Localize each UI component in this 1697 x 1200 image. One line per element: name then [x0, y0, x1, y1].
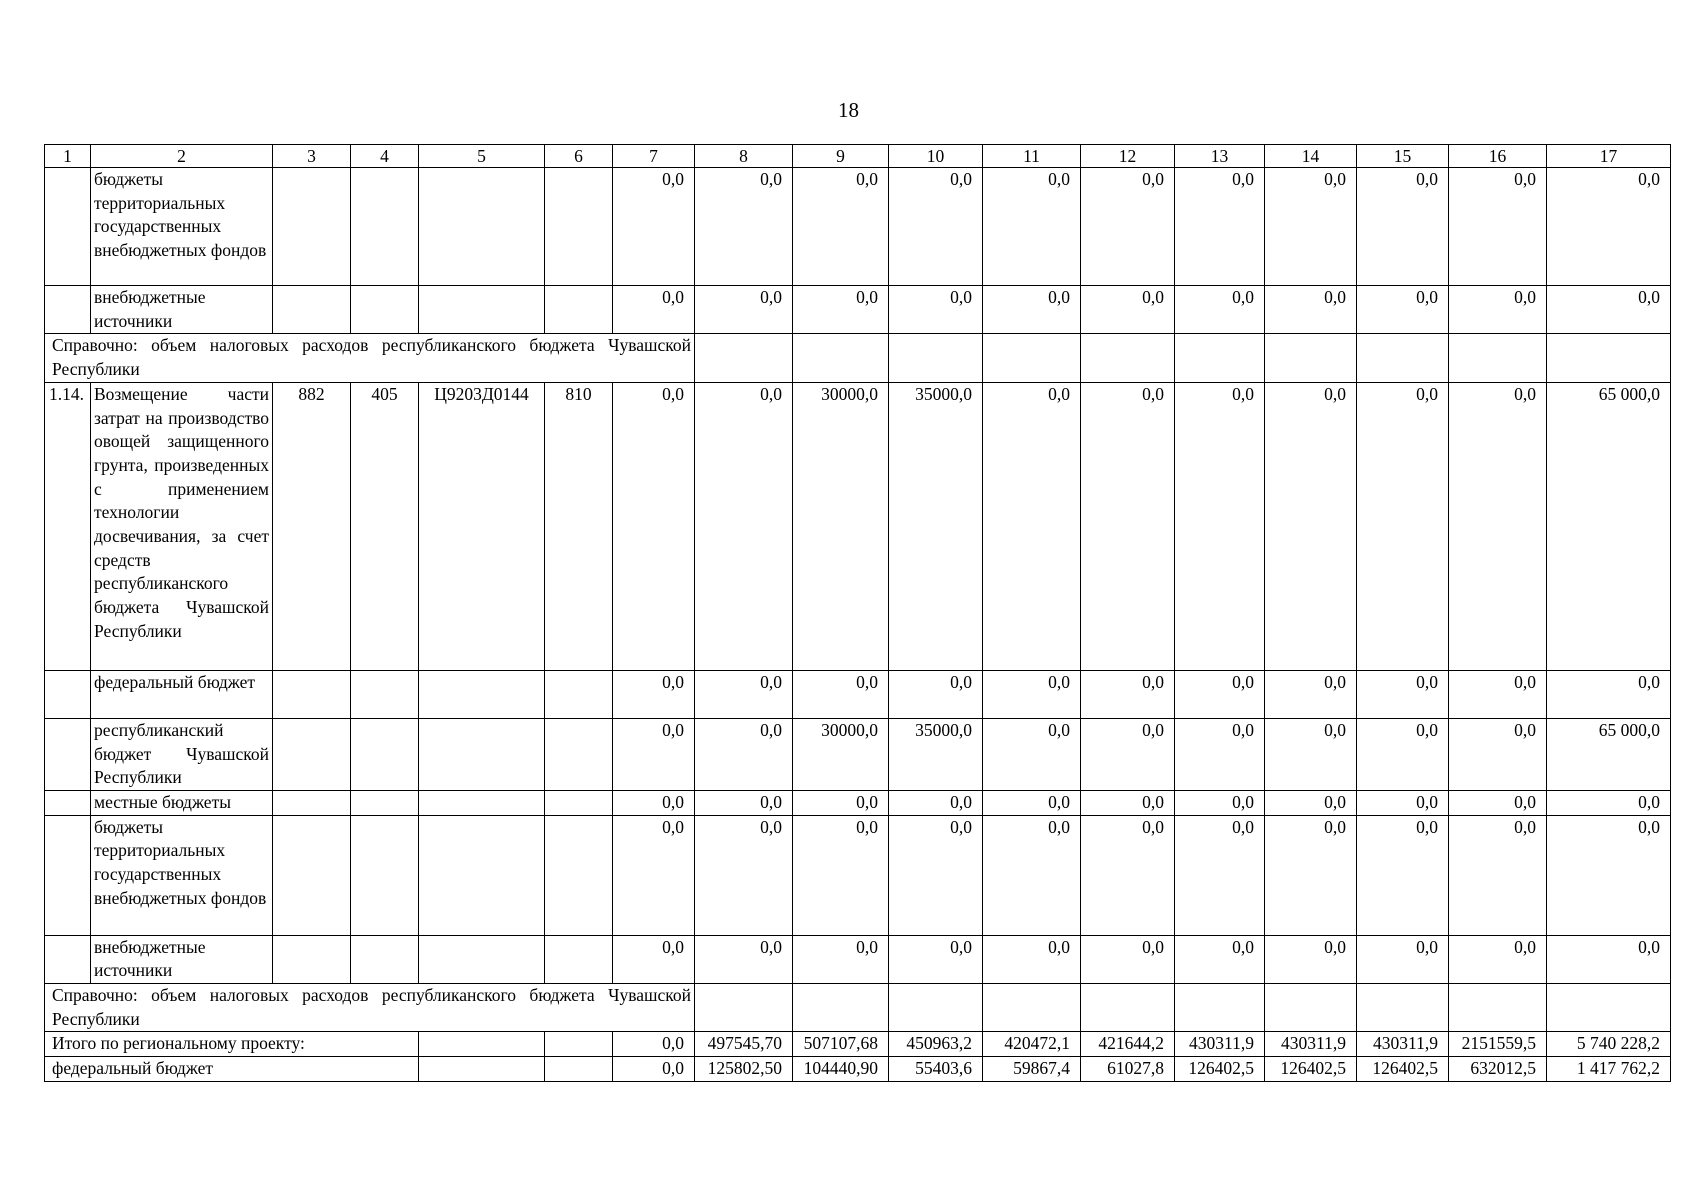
- item-row: [45, 382, 1671, 670]
- value-cell: 0,0: [1547, 815, 1671, 935]
- value-cell: 0,0: [695, 382, 793, 670]
- value-cell: 0,0: [613, 718, 695, 790]
- value-cell: 0,0: [1357, 815, 1449, 935]
- table-row: [45, 815, 1671, 935]
- value-cell: 30000,0: [793, 382, 889, 670]
- value-cell: 61027,8: [1081, 1057, 1175, 1082]
- value-cell: 125802,50: [695, 1057, 793, 1082]
- value-cell: 0,0: [1357, 382, 1449, 670]
- value-cell: 0,0: [1449, 168, 1547, 286]
- value-cell: 65 000,0: [1547, 718, 1671, 790]
- table-row: [45, 718, 1671, 790]
- value-cell: 0,0: [983, 382, 1081, 670]
- item-name: Возмещение части затрат на производство овощей защищенного грунта, произведенных с применением технологии досвечивания, за счет средств республиканского бюджета Чувашской Республики: [91, 382, 273, 670]
- value-cell: 0,0: [1449, 286, 1547, 334]
- value-cell: 0,0: [613, 286, 695, 334]
- value-cell: 35000,0: [889, 718, 983, 790]
- value-cell: 0,0: [1175, 168, 1265, 286]
- value-cell: 126402,5: [1357, 1057, 1449, 1082]
- value-cell: 59867,4: [983, 1057, 1081, 1082]
- table-row: [45, 670, 1671, 718]
- value-cell: 421644,2: [1081, 1032, 1175, 1057]
- value-cell: 1 417 762,2: [1547, 1057, 1671, 1082]
- value-cell: 0,0: [1265, 718, 1357, 790]
- value-cell: 0,0: [613, 1057, 695, 1082]
- value-cell: 0,0: [1449, 815, 1547, 935]
- value-cell: 0,0: [1357, 168, 1449, 286]
- value-cell: 0,0: [889, 790, 983, 815]
- value-cell: 5 740 228,2: [1547, 1032, 1671, 1057]
- value-cell: 0,0: [613, 790, 695, 815]
- code-cell: 810: [545, 382, 613, 670]
- reference-note: Справочно: объем налоговых расходов республиканского бюджета Чувашской Республики: [45, 984, 695, 1032]
- value-cell: 65 000,0: [1547, 382, 1671, 670]
- value-cell: 0,0: [1547, 286, 1671, 334]
- column-header: 7: [613, 145, 695, 168]
- budget-table: [44, 144, 1671, 1082]
- value-cell: 0,0: [983, 815, 1081, 935]
- value-cell: 430311,9: [1265, 1032, 1357, 1057]
- value-cell: 0,0: [1081, 286, 1175, 334]
- reference-row: [45, 334, 1671, 382]
- value-cell: 0,0: [793, 670, 889, 718]
- value-cell: 0,0: [1175, 815, 1265, 935]
- value-cell: 0,0: [1175, 790, 1265, 815]
- column-header: 15: [1357, 145, 1449, 168]
- value-cell: 0,0: [1265, 670, 1357, 718]
- item-index: 1.14.: [45, 382, 91, 670]
- value-cell: 0,0: [1357, 670, 1449, 718]
- table-header-row: [45, 145, 1671, 168]
- value-cell: 0,0: [983, 935, 1081, 983]
- value-cell: 0,0: [1547, 168, 1671, 286]
- value-cell: 0,0: [1547, 935, 1671, 983]
- value-cell: 0,0: [1265, 815, 1357, 935]
- value-cell: 0,0: [695, 815, 793, 935]
- value-cell: 0,0: [1265, 286, 1357, 334]
- value-cell: 450963,2: [889, 1032, 983, 1057]
- value-cell: 632012,5: [1449, 1057, 1547, 1082]
- value-cell: 0,0: [1081, 790, 1175, 815]
- row-label: Итого по региональному проекту:: [45, 1032, 419, 1057]
- value-cell: 497545,70: [695, 1032, 793, 1057]
- table-row: [45, 286, 1671, 334]
- value-cell: 0,0: [1449, 670, 1547, 718]
- value-cell: 0,0: [983, 286, 1081, 334]
- value-cell: 55403,6: [889, 1057, 983, 1082]
- value-cell: 2151559,5: [1449, 1032, 1547, 1057]
- value-cell: 0,0: [1081, 382, 1175, 670]
- value-cell: 0,0: [1175, 286, 1265, 334]
- value-cell: 0,0: [695, 168, 793, 286]
- total-row: [45, 1032, 1671, 1057]
- value-cell: 0,0: [1357, 286, 1449, 334]
- value-cell: 0,0: [1357, 935, 1449, 983]
- value-cell: 0,0: [889, 935, 983, 983]
- value-cell: 0,0: [1547, 790, 1671, 815]
- row-label: внебюджетные источники: [91, 935, 273, 983]
- column-header: 2: [91, 145, 273, 168]
- table-row: [45, 168, 1671, 286]
- value-cell: 430311,9: [1357, 1032, 1449, 1057]
- value-cell: 0,0: [613, 670, 695, 718]
- column-header: 9: [793, 145, 889, 168]
- value-cell: 126402,5: [1265, 1057, 1357, 1082]
- code-cell: Ц9203Д0144: [419, 382, 545, 670]
- value-cell: 0,0: [695, 718, 793, 790]
- value-cell: 0,0: [695, 790, 793, 815]
- reference-row: [45, 984, 1671, 1032]
- value-cell: 0,0: [793, 935, 889, 983]
- value-cell: 0,0: [1175, 935, 1265, 983]
- value-cell: 126402,5: [1175, 1057, 1265, 1082]
- value-cell: 507107,68: [793, 1032, 889, 1057]
- value-cell: 0,0: [613, 815, 695, 935]
- row-label: федеральный бюджет: [45, 1057, 419, 1082]
- value-cell: 0,0: [1265, 790, 1357, 815]
- row-label: федеральный бюджет: [91, 670, 273, 718]
- value-cell: 0,0: [793, 168, 889, 286]
- page-number: 18: [838, 98, 859, 122]
- table-row: [45, 790, 1671, 815]
- column-header: 13: [1175, 145, 1265, 168]
- column-header: 11: [983, 145, 1081, 168]
- value-cell: 0,0: [1265, 168, 1357, 286]
- value-cell: 0,0: [1357, 790, 1449, 815]
- row-label: местные бюджеты: [91, 790, 273, 815]
- column-header: 1: [45, 145, 91, 168]
- code-cell: 882: [273, 382, 351, 670]
- value-cell: 430311,9: [1175, 1032, 1265, 1057]
- column-header: 12: [1081, 145, 1175, 168]
- column-header: 16: [1449, 145, 1547, 168]
- value-cell: 0,0: [613, 382, 695, 670]
- value-cell: 0,0: [1449, 790, 1547, 815]
- value-cell: 30000,0: [793, 718, 889, 790]
- value-cell: 0,0: [1357, 718, 1449, 790]
- value-cell: 0,0: [889, 286, 983, 334]
- column-header: 3: [273, 145, 351, 168]
- value-cell: 0,0: [793, 815, 889, 935]
- row-label: республиканский бюджет Чувашской Республики: [91, 718, 273, 790]
- value-cell: 420472,1: [983, 1032, 1081, 1057]
- column-header: 10: [889, 145, 983, 168]
- column-header: 4: [351, 145, 419, 168]
- column-header: 8: [695, 145, 793, 168]
- value-cell: 0,0: [983, 670, 1081, 718]
- value-cell: 0,0: [1081, 815, 1175, 935]
- value-cell: 0,0: [695, 935, 793, 983]
- value-cell: 0,0: [1449, 935, 1547, 983]
- column-header: 5: [419, 145, 545, 168]
- value-cell: 0,0: [1175, 382, 1265, 670]
- value-cell: 0,0: [1081, 935, 1175, 983]
- value-cell: 0,0: [793, 790, 889, 815]
- value-cell: 0,0: [983, 168, 1081, 286]
- value-cell: 0,0: [889, 168, 983, 286]
- value-cell: 0,0: [695, 670, 793, 718]
- value-cell: 0,0: [1449, 718, 1547, 790]
- column-header: 14: [1265, 145, 1357, 168]
- total-row: [45, 1057, 1671, 1082]
- value-cell: 104440,90: [793, 1057, 889, 1082]
- value-cell: 0,0: [793, 286, 889, 334]
- value-cell: 0,0: [1265, 935, 1357, 983]
- value-cell: 0,0: [889, 670, 983, 718]
- value-cell: 0,0: [695, 286, 793, 334]
- code-cell: 405: [351, 382, 419, 670]
- value-cell: 0,0: [983, 718, 1081, 790]
- value-cell: 0,0: [1081, 168, 1175, 286]
- row-label: бюджеты территориальных государственных внебюджетных фондов: [91, 815, 273, 935]
- value-cell: 0,0: [613, 168, 695, 286]
- value-cell: 0,0: [1175, 670, 1265, 718]
- column-header: 17: [1547, 145, 1671, 168]
- column-header: 6: [545, 145, 613, 168]
- value-cell: 0,0: [613, 935, 695, 983]
- value-cell: 0,0: [1265, 382, 1357, 670]
- value-cell: 0,0: [1449, 382, 1547, 670]
- row-label: внебюджетные источники: [91, 286, 273, 334]
- reference-note: Справочно: объем налоговых расходов республиканского бюджета Чувашской Республики: [45, 334, 695, 382]
- value-cell: 0,0: [613, 1032, 695, 1057]
- value-cell: 0,0: [889, 815, 983, 935]
- table-row: [45, 935, 1671, 983]
- value-cell: 0,0: [1081, 718, 1175, 790]
- value-cell: 0,0: [983, 790, 1081, 815]
- row-label: бюджеты территориальных государственных внебюджетных фондов: [91, 168, 273, 286]
- value-cell: 0,0: [1081, 670, 1175, 718]
- value-cell: 35000,0: [889, 382, 983, 670]
- value-cell: 0,0: [1547, 670, 1671, 718]
- value-cell: 0,0: [1175, 718, 1265, 790]
